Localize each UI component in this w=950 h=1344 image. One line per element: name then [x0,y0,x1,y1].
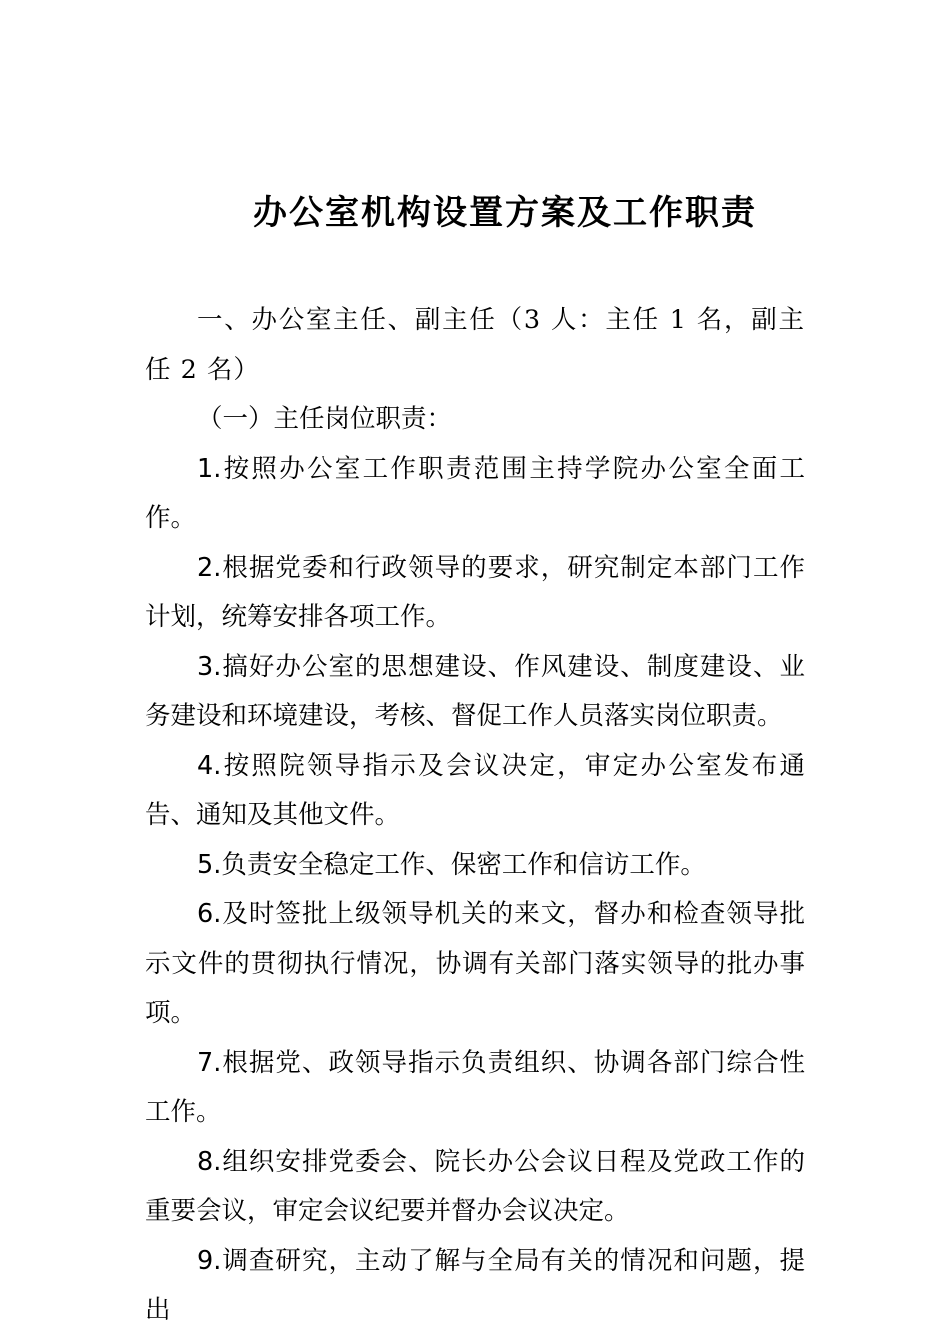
subsection-heading: （一）主任岗位职责： [197,404,453,434]
section-heading: 一、办公室主任、副主任（3 人：主任 1 名，副主任 2 名） [145,305,805,385]
duty-item-8: 8.组织安排党委会、院长办公会议日程及党政工作的重要会议，审定会议纪要并督办会议决定。 [145,1146,805,1226]
duty-item-3: 3.搞好办公室的思想建设、作风建设、制度建设、业务建设和环境建设，考核、督促工作人员落实岗位职责。 [145,651,805,731]
duty-item-4: 4.按照院领导指示及会议决定，审定办公室发布通告、通知及其他文件。 [145,750,805,830]
duty-item-1: 1.按照办公室工作职责范围主持学院办公室全面工作。 [145,453,805,533]
duty-item-5: 5.负责安全稳定工作、保密工作和信访工作。 [197,849,706,880]
duty-item-9: 9.调查研究，主动了解与全局有关的情况和问题，提出 [145,1245,805,1325]
document-title: 办公室机构设置方案及工作职责 [253,193,757,233]
duty-item-6: 6.及时签批上级领导机关的来文，督办和检查领导批示文件的贯彻执行情况，协调有关部门落实领导的批办事项。 [145,899,805,1028]
document-body [145,296,805,1336]
duty-item-7: 7.根据党、政领导指示负责组织、协调各部门综合性工作。 [145,1047,805,1127]
duty-item-2: 2.根据党委和行政领导的要求，研究制定本部门工作计划，统筹安排各项工作。 [145,552,805,632]
